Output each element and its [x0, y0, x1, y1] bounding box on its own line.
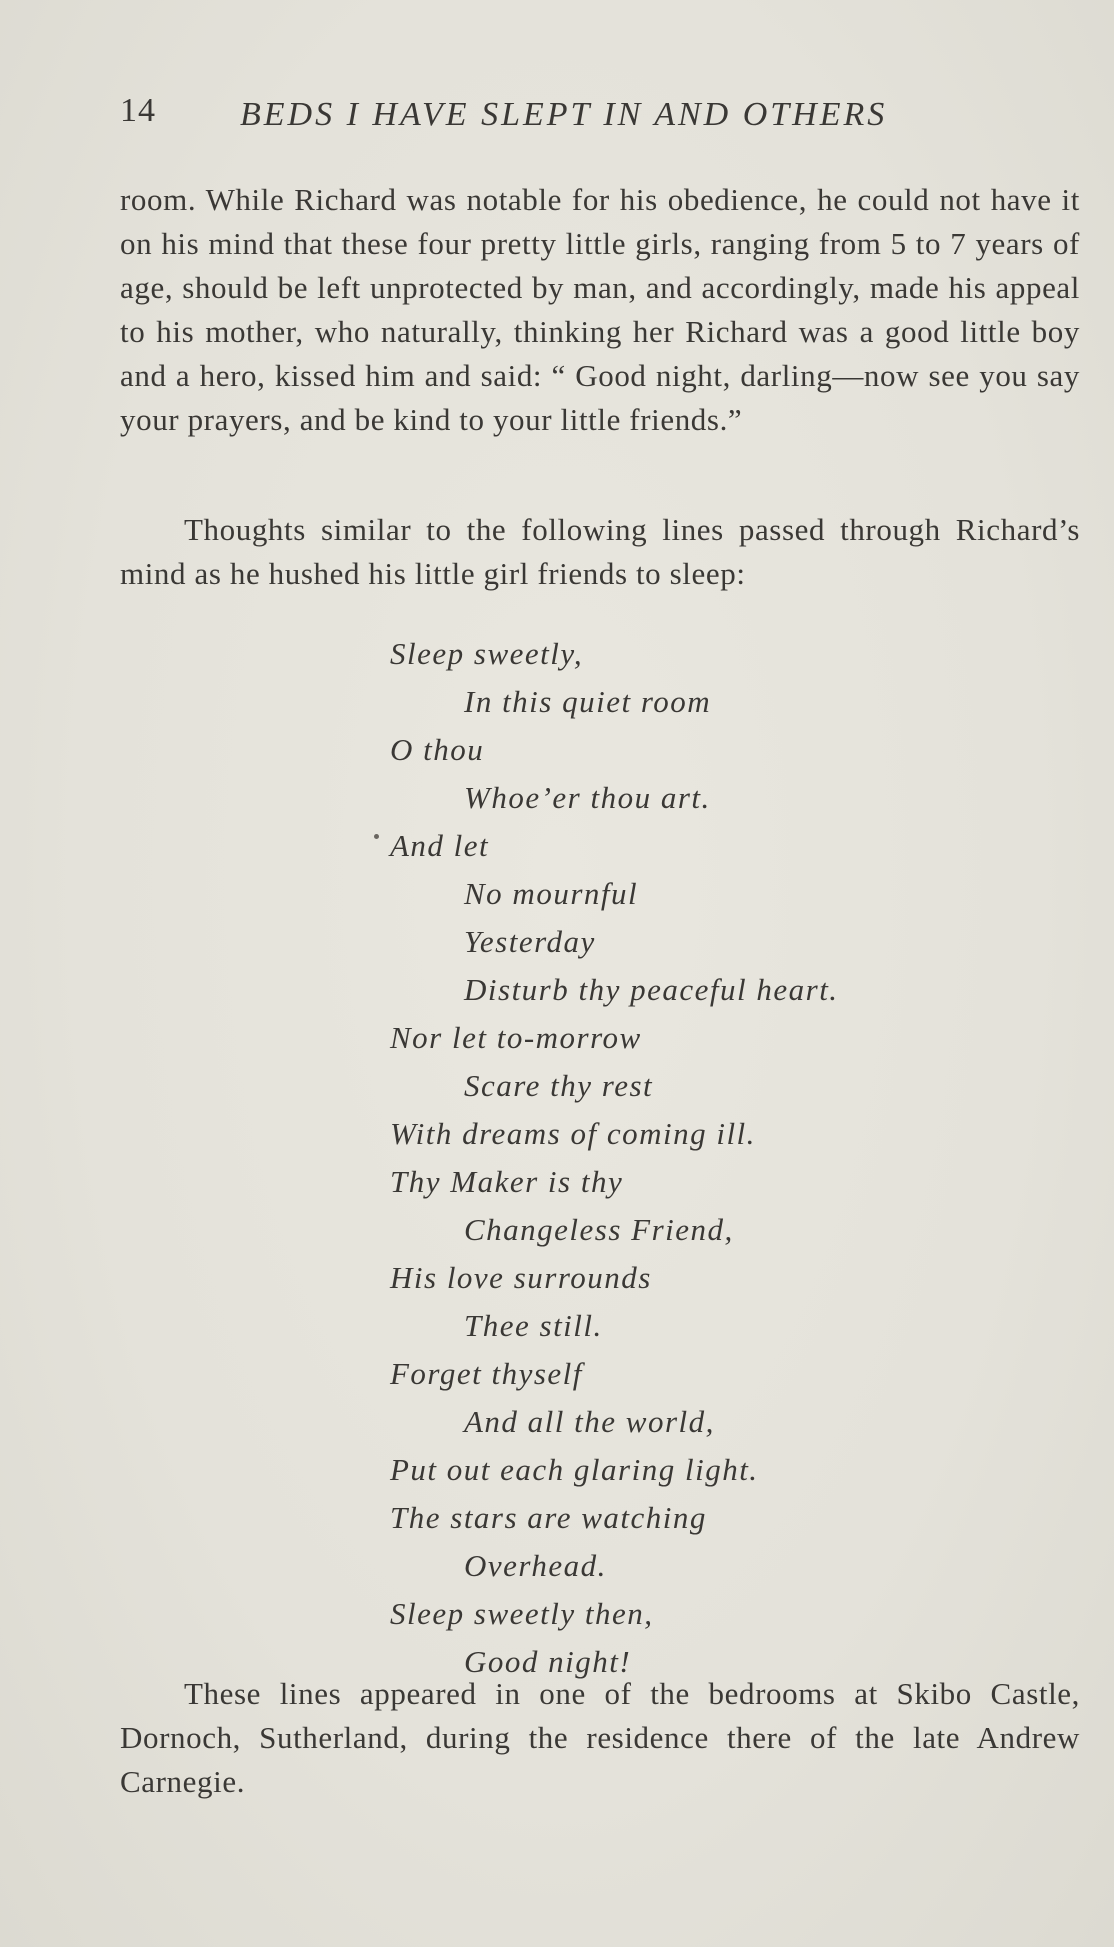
poem-line: With dreams of coming ill.	[390, 1116, 756, 1151]
poem-line: Sleep sweetly,	[390, 636, 584, 671]
poem-line: The stars are watching	[390, 1500, 707, 1535]
poem-line: O thou	[390, 732, 485, 767]
poem-line: Forget thyself	[390, 1356, 583, 1391]
poem-line: Nor let to-morrow	[390, 1020, 642, 1055]
paragraph-poem-intro: Thoughts similar to the following lines passed through Richard’s mind as he hushed his little girl friends to sleep:	[120, 512, 1080, 591]
poem-line: Sleep sweetly then,	[390, 1596, 654, 1631]
running-head	[120, 92, 980, 152]
stray-ink-mark	[374, 834, 379, 839]
poem-line: His love surrounds	[390, 1260, 652, 1295]
poem-line: And let	[390, 828, 490, 863]
poem-line: Overhead.	[464, 1548, 607, 1583]
paragraph-continuation: room. While Richard was notable for his obedience, he could not have it on his mind that these four pretty little girls, ranging from 5 to 7 years of age, should be left unprotected by man, and accordingly, made his appeal to his mother, who naturally, thinking her Richard was a good little boy and a hero, kissed him and said: “ Good night, darling—now see you say your prayers, and be kind to your little friends.”	[120, 182, 1080, 437]
poem-line: Changeless Friend,	[464, 1212, 734, 1247]
poem-line: Put out each glaring light.	[390, 1452, 759, 1487]
paragraph-source-note: These lines appeared in one of the bedrooms at Skibo Castle, Dornoch, Sutherland, during the residence there of the late Andrew Carnegie.	[120, 1676, 1080, 1799]
poem-line: No mournful	[464, 876, 639, 911]
page-number: 14	[120, 92, 156, 129]
poem-line: Thy Maker is thy	[390, 1164, 624, 1199]
running-title: BEDS I HAVE SLEPT IN AND OTHERS	[240, 96, 888, 133]
poem	[390, 630, 839, 1686]
poem-line: Disturb thy peaceful heart.	[464, 972, 839, 1007]
poem-line: Thee still.	[464, 1308, 603, 1343]
poem-line: In this quiet room	[464, 684, 712, 719]
poem-line: Yesterday	[464, 924, 596, 959]
poem-line: Scare thy rest	[464, 1068, 654, 1103]
poem-line: And all the world,	[464, 1404, 715, 1439]
poem-line: Whoe’er thou art.	[464, 780, 711, 815]
poem-line: Good night!	[464, 1644, 632, 1679]
